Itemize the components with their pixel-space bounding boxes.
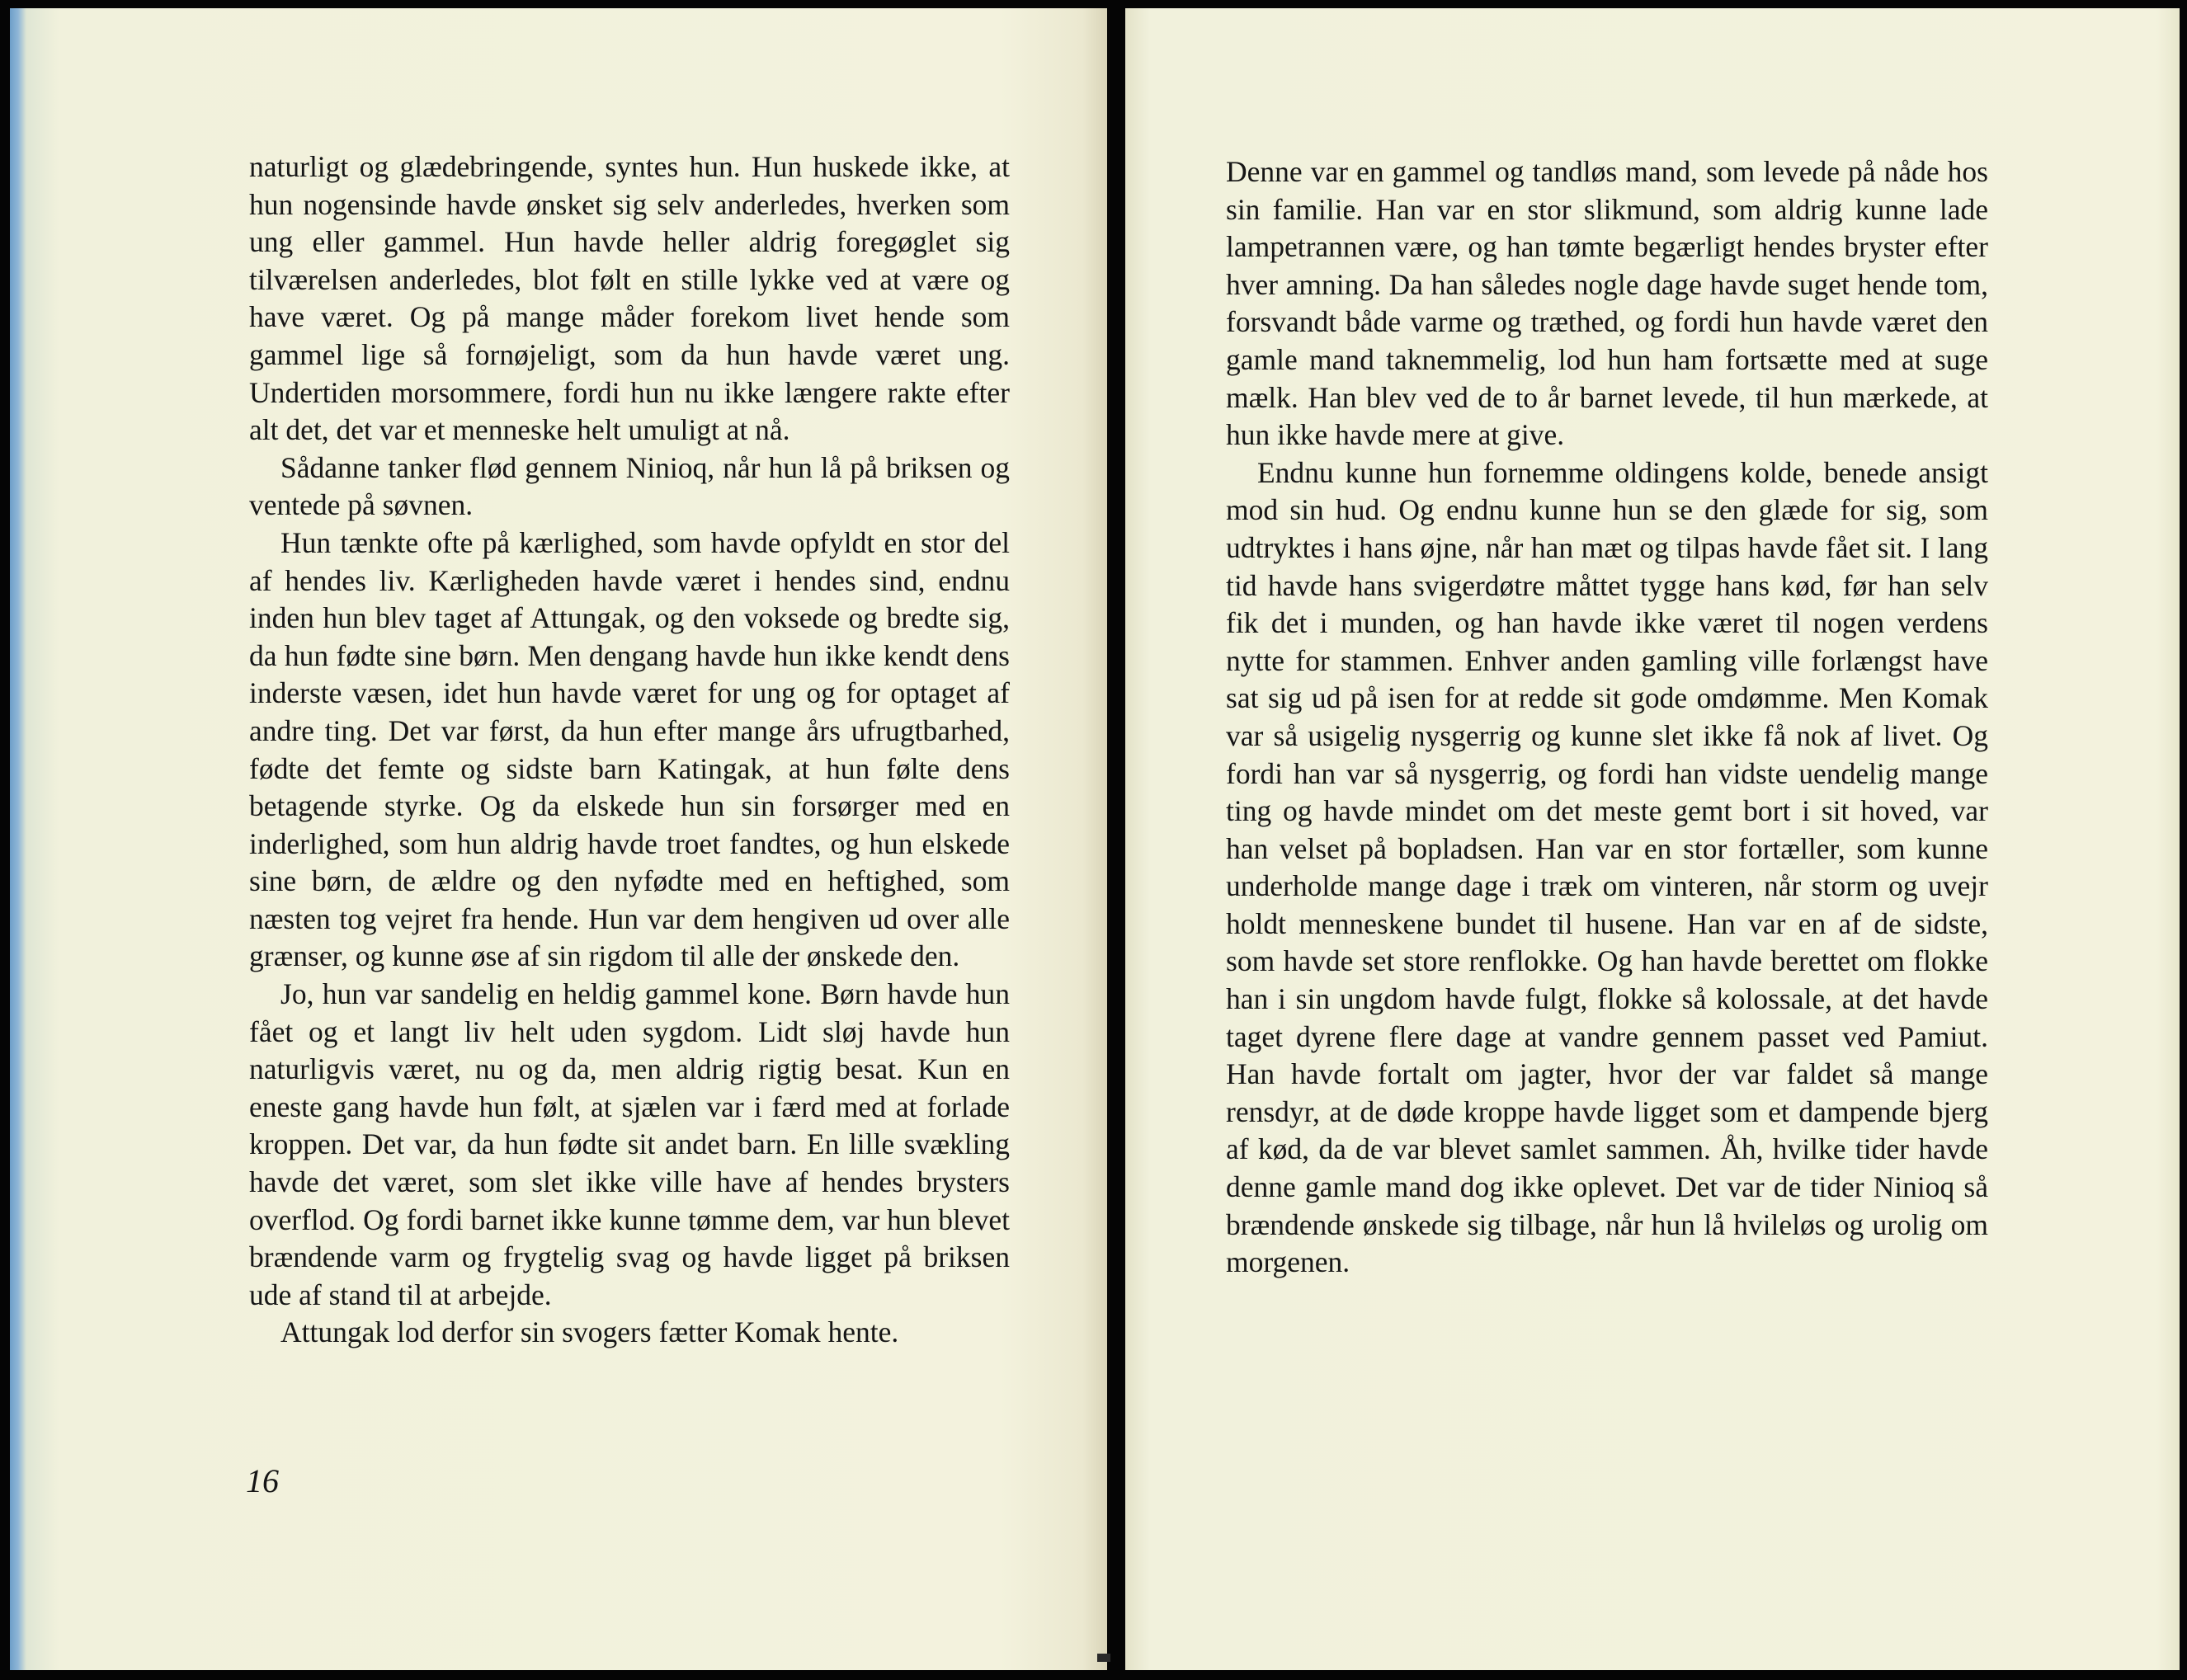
right-page [1125,8,2180,1670]
paragraph: Hun tænkte ofte på kærlighed, som havde opfyldt en stor del af hendes liv. Kærligheden havde været i hendes sind, endnu inden hun blev taget af Attungak, og den voksede og bredte sig, da hun fødte sine børn. Men dengang havde hun ikke kendt dens inderste væsen, idet hun havde været for ung og for optaget af andre ting. Det var først, da hun efter mange års ufrugtbarhed, fødte det femte og sidste barn Katingak, at hun følte dens betagende styrke. Og da elskede hun sin forsørger med en inderlighed, som hun aldrig havde troet fandtes, og hun elskede sine børn, de ældre og den nyfødte med en heftighed, som næsten tog vejret fra hende. Hun var dem hengiven ud over alle grænser, og kunne øse af sin rigdom til alle der ønskede den. [249,525,1010,973]
paragraph: Denne var en gammel og tandløs mand, som levede på nåde hos sin familie. Han var en stor slikmund, som aldrig kunne lade lampetrannen være, og han tømte begærligt hendes bryster efter hver amning. Da han således nogle dage havde suget hende tom, forsvandt både varme og træthed, og fordi hun havde været den gamle mand taknemmelig, lod hun ham fortsætte med at suge mælk. Han blev ved de to år barnet levede, til hun mærkede, at hun ikke havde mere at give. [1226,155,1988,452]
left-page [10,8,1107,1670]
paragraph: Endnu kunne hun fornemme oldingens kolde, benede ansigt mod sin hud. Og endnu kunne hun se den glæde for sig, som udtryktes i hans øjne, når han mæt og tilpas havde fået sit. I lang tid havde hans svigerdøtre måttet tygge hans kød, før han selv fik det i munden, og han havde ikke været til nogen verdens nytte for stammen. Enhver anden gamling ville forlængst have sat sig ud på isen for at redde sit gode omdømme. Men Komak var så usigelig nysgerrig og kunne slet ikke få nok af livet. Og fordi han var så nysgerrig, og fordi han vidste uendelig mange ting og havde mindet om det meste gemt bort i sit hoved, var han velset på bopladsen. Han var en stor fortæller, som kunne underholde mange dage i træk om vinteren, når storm og uvejr holdt menneskene bundet til husene. Han var en af de sidste, som havde set store renflokke. Og han havde berettet om flokke han i sin ungdom havde fulgt, flokke så kolossale, at det havde taget dyrene flere dage at vandre gennem passet ved Pamiut. Han havde fortalt om jagter, hvor der var faldet så mange rensdyr, at de døde kroppe havde ligget som et dampende bjerg af kød, da de var blevet samlet sammen. Åh, hvilke tider havde denne gamle mand dog ikke oplevet. Det var de tider Ninioq så brændende ønskede sig tilbage, når hun lå hvileløs og urolig om morgenen. [1226,455,1988,1279]
paragraph: Sådanne tanker flød gennem Ninioq, når hun lå på briksen og ventede på søvnen. [249,450,1010,522]
right-page-body [1226,153,1988,1282]
paragraph: naturligt og glædebringende, syntes hun. Hun huskede ikke, at hun nogensinde havde ønsket sig selv anderledes, hverken som ung eller gammel. Hun havde heller aldrig foregøglet sig tilværelsen anderledes, blot følt en stille lykke ved at være og have været. Og på mange måder forekom livet hende som gammel lige så fornøjeligt, som da hun havde været ung. Undertiden morsommere, fordi hun nu ikke længere rakte efter alt det, det var et menneske helt umuligt at nå. [249,150,1010,447]
paragraph: Attungak lod derfor sin svogers fætter Komak hente. [280,1315,899,1349]
page-number: 16 [246,1462,279,1499]
paragraph: Jo, hun var sandelig en heldig gammel kone. Børn havde hun fået og et langt liv helt uden sygdom. Lidt sløj havde hun naturligvis været, nu og da, men aldrig rigtig besat. Kun en eneste gang havde hun følt, at sjælen var i færd med at forlade kroppen. Det var, da hun fødte sit andet barn. En lille svækling havde det været, som slet ikke ville have af hendes brysters overflod. Og fordi barnet ikke kunne tømme dem, var hun blevet brændende varm og frygtelig svag og havde ligget på briksen ude af stand til at arbejde. [249,977,1010,1311]
spine-shadow [1097,1654,1110,1662]
left-page-body [249,148,1010,1352]
